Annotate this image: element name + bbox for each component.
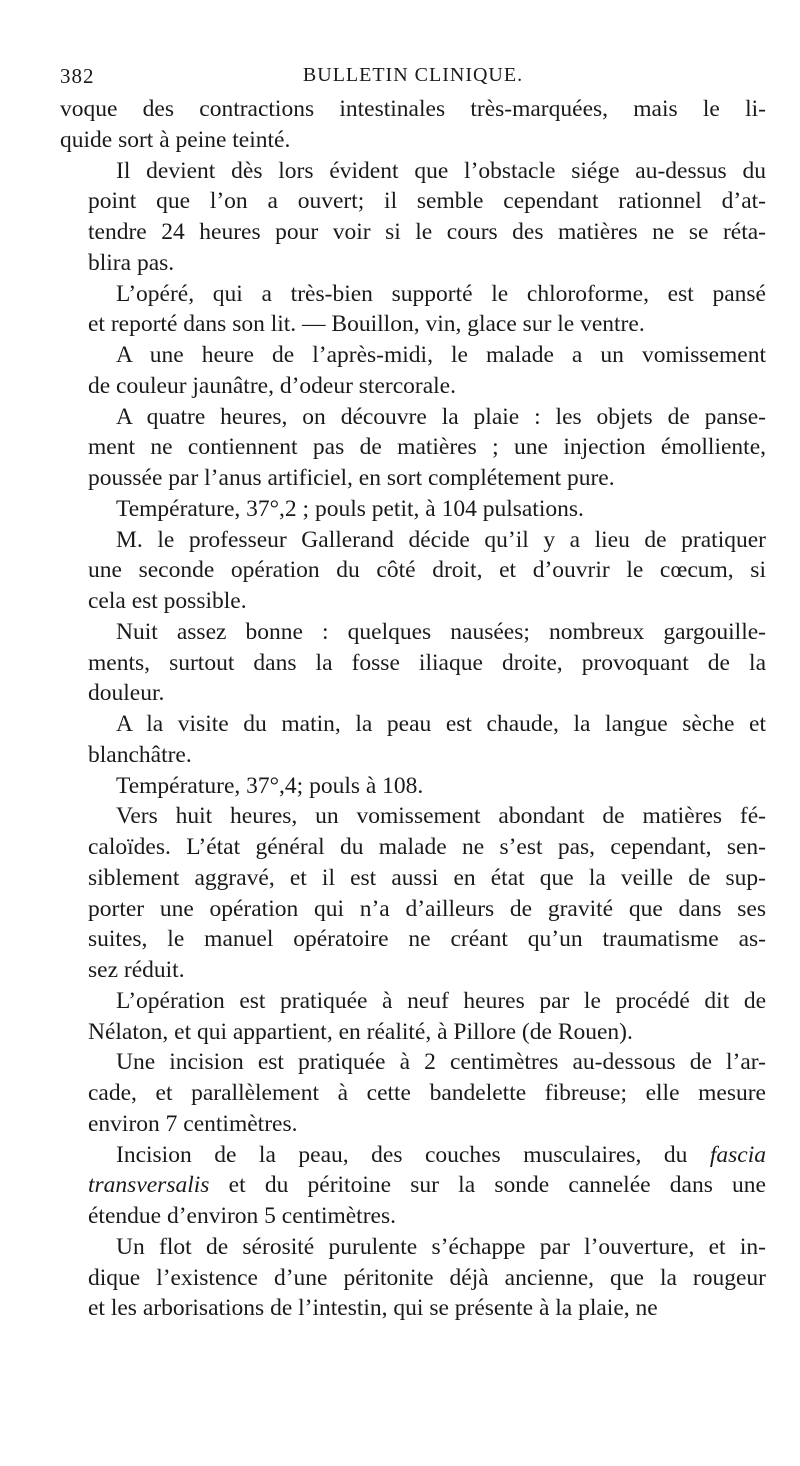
text-line: Un flot de sérosité purulente s’échappe par l’ouverture, et in- bbox=[116, 1233, 766, 1260]
text-line: et reporté dans son lit. — Bouillon, vin, glace sur le ventre. bbox=[88, 311, 645, 338]
text-line: A une heure de l’après-midi, le malade a un vomissement bbox=[116, 342, 766, 368]
paragraph bbox=[60, 617, 766, 709]
text-line: caloïdes. L’état général du malade ne s’est pas, cependant, sen- bbox=[88, 834, 766, 860]
text-line: étendue d’environ 5 centimètres. bbox=[88, 1203, 396, 1229]
text-line: sez réduit. bbox=[88, 957, 185, 983]
text-line: une seconde opération du côté droit, et d’ouvrir le cœcum, si bbox=[88, 557, 766, 584]
paragraph bbox=[60, 801, 766, 986]
paragraph bbox=[60, 494, 766, 525]
text-line: douleur. bbox=[88, 680, 165, 707]
text-line: porter une opération qui n’a d’ailleurs de gravité que dans ses bbox=[88, 895, 766, 922]
paragraph bbox=[60, 1047, 766, 1139]
text-line: et les arborisations de l’intestin, qui se présente à la plaie, ne bbox=[88, 1295, 658, 1322]
text-line: tendre 24 heures pour voir si le cours des matières ne se réta- bbox=[88, 219, 766, 245]
paragraph bbox=[60, 340, 766, 402]
paragraph bbox=[60, 279, 766, 341]
text-line: voque des contractions intestinales très-marquées, mais le li- bbox=[60, 96, 766, 122]
text-line: point que l’on a ouvert; il semble cependant rationnel d’at- bbox=[88, 188, 766, 215]
text-line: L’opéré, qui a très-bien supporté le chloroforme, est pansé bbox=[116, 280, 766, 307]
paragraph bbox=[60, 1140, 766, 1232]
text-line: quide sort à peine teinté. bbox=[60, 126, 291, 153]
text-line: blira pas. bbox=[88, 249, 175, 276]
paragraph bbox=[60, 1232, 766, 1324]
text-line: transversalis et du péritoine sur la sonde cannelée dans une bbox=[88, 1172, 766, 1199]
text-line: de couleur jaunâtre, d’odeur stercorale. bbox=[88, 372, 456, 399]
page-number: 382 bbox=[60, 64, 95, 88]
paragraph bbox=[60, 94, 766, 156]
paragraph bbox=[60, 709, 766, 771]
text-line: dique l’existence d’une péritonite déjà ancienne, que la rougeur bbox=[88, 1264, 766, 1291]
document-page bbox=[60, 60, 766, 1324]
paragraph bbox=[60, 402, 766, 494]
text-line: Incision de la peau, des couches musculaires, du fascia bbox=[116, 1141, 766, 1168]
text-line: cade, et parallèlement à cette bandelette fibreuse; elle mesure bbox=[88, 1080, 766, 1106]
text-line: blanchâtre. bbox=[88, 741, 192, 768]
text-line: Température, 37°,4; pouls à 108. bbox=[116, 772, 424, 799]
text-line: Une incision est pratiquée à 2 centimètres au-dessous de l’ar- bbox=[116, 1049, 766, 1076]
paragraph bbox=[60, 771, 766, 802]
text-line: A la visite du matin, la peau est chaude, la langue sèche et bbox=[116, 711, 766, 737]
text-line: A quatre heures, on découvre la plaie : les objets de panse- bbox=[116, 403, 766, 430]
paragraph bbox=[60, 525, 766, 617]
paragraph bbox=[60, 156, 766, 279]
text-line: ment ne contiennent pas de matières ; une injection émolliente, bbox=[88, 434, 766, 461]
text-line: suites, le manuel opératoire ne créant qu’un traumatisme as- bbox=[88, 926, 766, 953]
text-line: Nélaton, et qui appartient, en réalité, à Pillore (de Rouen). bbox=[88, 1018, 633, 1045]
text-line: Il devient dès lors évident que l’obstacle siége au-dessus du bbox=[116, 157, 766, 184]
text-line: Nuit assez bonne : quelques nausées; nombreux gargouille- bbox=[116, 618, 766, 645]
text-line: ments, surtout dans la fosse iliaque droite, provoquant de la bbox=[88, 649, 766, 676]
text-line: cela est possible. bbox=[88, 588, 247, 614]
body-text bbox=[60, 94, 766, 1324]
paragraph bbox=[60, 986, 766, 1048]
text-line: Température, 37°,2 ; pouls petit, à 104 pulsations. bbox=[116, 495, 584, 522]
text-line: poussée par l’anus artificiel, en sort complétement pure. bbox=[88, 465, 615, 491]
running-title: BULLETIN CLINIQUE. bbox=[302, 64, 524, 86]
text-line: siblement aggravé, et il est aussi en état que la veille de sup- bbox=[88, 864, 766, 891]
text-line: L’opération est pratiquée à neuf heures par le procédé dit de bbox=[116, 987, 766, 1014]
text-line: Vers huit heures, un vomissement abondant de matières fé- bbox=[116, 803, 766, 830]
text-line: M. le professeur Gallerand décide qu’il y a lieu de pratiquer bbox=[116, 526, 766, 553]
page-header bbox=[60, 60, 766, 94]
text-line: environ 7 centimètres. bbox=[88, 1110, 298, 1137]
